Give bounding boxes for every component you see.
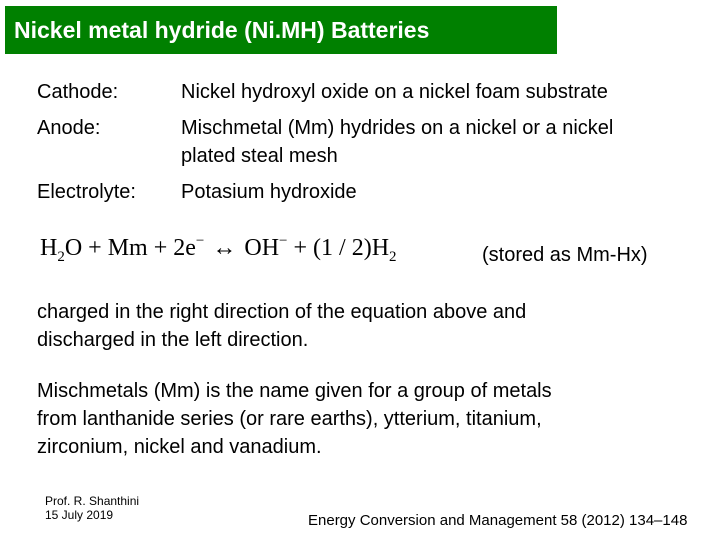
footer-author: Prof. R. Shanthini bbox=[45, 494, 140, 508]
eq-lhs: O + Mm + 2e bbox=[64, 235, 196, 261]
eq-rhs: + (1 / 2)H bbox=[287, 235, 390, 261]
anode-value-line-1: Mischmetal (Mm) hydrides on a nickel or a nickel bbox=[181, 117, 614, 139]
charge-paragraph-line-2: discharged in the left direction. bbox=[37, 329, 309, 351]
title-banner bbox=[5, 6, 557, 54]
mischmetal-paragraph bbox=[37, 377, 707, 461]
footer-credit bbox=[45, 494, 139, 522]
anode-value-line-2: plated steal mesh bbox=[181, 145, 338, 167]
page-title: Nickel metal hydride (Ni.MH) Batteries bbox=[14, 16, 430, 43]
electrolyte-value: Potasium hydroxide bbox=[181, 181, 357, 203]
equation-note: (stored as Mm-Hx) bbox=[482, 244, 648, 266]
cathode-label: Cathode: bbox=[37, 81, 119, 103]
mischmetal-paragraph-line-2: from lanthanide series (or rare earths), ytterium, titanium, bbox=[37, 408, 542, 430]
eq-h-subscript: 2 bbox=[57, 249, 65, 265]
charge-paragraph bbox=[37, 298, 707, 354]
eq-arrow: ↔ bbox=[212, 235, 237, 261]
footer-reference: Energy Conversion and Management 58 (2012) 134–148 bbox=[308, 512, 688, 529]
mischmetal-paragraph-line-1: Mischmetals (Mm) is the name given for a group of metals bbox=[37, 380, 552, 402]
eq-oh-charge: − bbox=[279, 233, 288, 249]
mischmetal-paragraph-line-3: zirconium, nickel and vanadium. bbox=[37, 436, 322, 458]
eq-h2-subscript: 2 bbox=[389, 249, 397, 265]
eq-h: H bbox=[40, 235, 58, 261]
charge-paragraph-line-1: charged in the right direction of the equation above and bbox=[37, 301, 527, 323]
eq-electron-charge: − bbox=[195, 233, 205, 249]
eq-oh: OH bbox=[244, 235, 280, 261]
anode-label: Anode: bbox=[37, 117, 101, 139]
footer-date: 15 July 2019 bbox=[45, 508, 114, 522]
electrolyte-label: Electrolyte: bbox=[37, 181, 136, 203]
cathode-value: Nickel hydroxyl oxide on a nickel foam substrate bbox=[181, 81, 608, 103]
reaction-equation bbox=[40, 233, 397, 273]
